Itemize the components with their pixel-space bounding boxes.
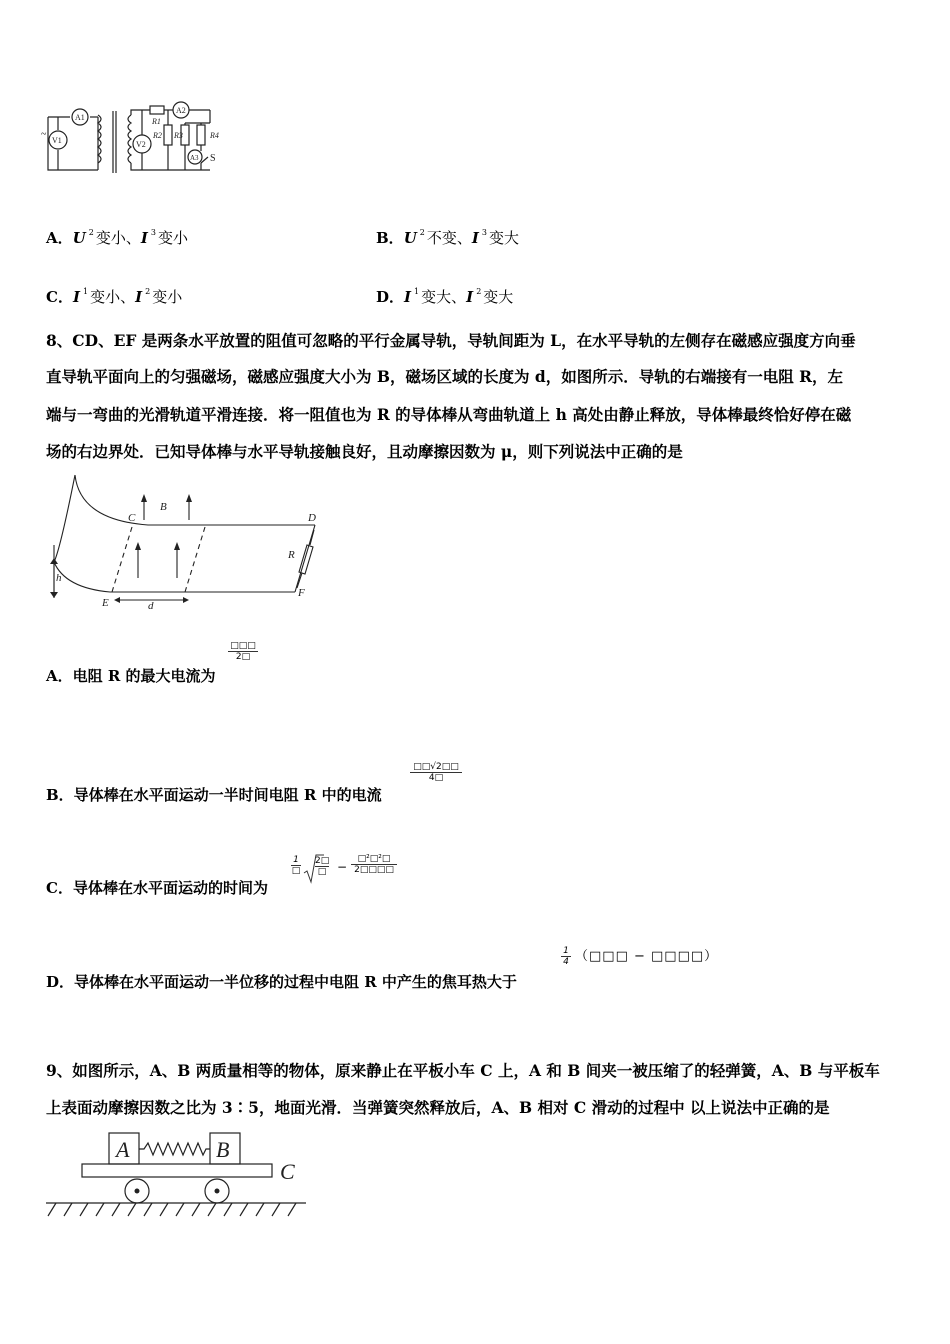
- rail-magnetic-field-figure: [40, 470, 330, 615]
- q7-option-a[interactable]: A．U $^2$ 变小、I $^3$ 变小: [46, 228, 188, 247]
- label-length-d: d: [148, 600, 154, 612]
- label-height-h: h: [56, 572, 62, 584]
- q9-text-line-1: 9、如图所示，A、B 两质量相等的物体，原来静止在平板小车 C 上，A 和 B 间夹一被压缩了的轻弹簧，A、B 与平板车: [46, 1061, 880, 1080]
- label-ac-source: ~: [41, 129, 47, 140]
- label-block-b: B: [216, 1137, 230, 1162]
- label-r1: R1: [152, 117, 161, 126]
- label-a2: A2: [176, 106, 186, 115]
- label-r2: R2: [153, 131, 162, 140]
- label-point-c: C: [128, 512, 136, 524]
- label-v1: V1: [52, 136, 62, 145]
- label-block-a: A: [116, 1137, 130, 1162]
- q8-option-a[interactable]: A．电阻 R 的最大电流为: [46, 667, 216, 685]
- label-resistor-r: R: [288, 549, 295, 561]
- q7-option-d[interactable]: D．I $^1$ 变大、I $^2$ 变大: [376, 287, 514, 306]
- q8-option-b-formula: □□√2□□ 4□: [410, 762, 462, 783]
- label-point-d: D: [308, 512, 316, 524]
- label-a3: A3: [190, 154, 199, 162]
- label-point-f: F: [298, 587, 305, 599]
- q8-text-line-2: 直导轨平面向上的匀强磁场，磁感应强度大小为 B，磁场区域的长度为 d，如图所示．导轨的右端接有一电阻 R，左: [46, 367, 844, 386]
- q8-option-d-formula: 1 4 （□□□ − □□□□）: [561, 946, 721, 976]
- q8-option-c-formula: 1 □ 2□ □ − □²□²□ 2□□□□: [291, 853, 401, 893]
- label-cart-c: C: [280, 1159, 295, 1184]
- cart-spring-figure: [44, 1124, 309, 1224]
- q7-option-c[interactable]: C．I $^1$ 变小、I $^2$ 变小: [46, 287, 183, 306]
- q8-option-b[interactable]: B．导体棒在水平面运动一半时间电阻 R 中的电流: [46, 786, 382, 804]
- q8-option-c[interactable]: C．导体棒在水平面运动的时间为: [46, 879, 268, 897]
- transformer-circuit-figure: [40, 95, 240, 180]
- label-field-b: B: [160, 501, 167, 513]
- q8-option-a-formula: □□□ 2□: [228, 641, 258, 662]
- q9-text-line-2: 上表面动摩擦因数之比为 3∶5，地面光滑．当弹簧突然释放后，A、B 相对 C 滑动的过程中 以上说法中正确的是: [46, 1098, 830, 1117]
- label-r4: R4: [210, 131, 219, 140]
- q8-text-line-1: 8、CD、EF 是两条水平放置的阻值可忽略的平行金属导轨，导轨间距为 L，在水平导轨的左侧存在磁感应强度方向垂: [46, 331, 856, 350]
- q8-text-line-4: 场的右边界处．已知导体棒与水平导轨接触良好，且动摩擦因数为 μ，则下列说法中正确的是: [46, 442, 683, 461]
- label-a1: A1: [75, 113, 85, 122]
- q8-text-line-3: 端与一弯曲的光滑轨道平滑连接．将一阻值也为 R 的导体棒从弯曲轨道上 h 高处由静止释放，导体棒最终恰好停在磁: [46, 405, 852, 424]
- label-point-e: E: [102, 597, 109, 609]
- q8-option-d[interactable]: D．导体棒在水平面运动一半位移的过程中电阻 R 中产生的焦耳热大于: [46, 973, 517, 991]
- label-switch-s: S: [210, 153, 216, 164]
- label-v2: V2: [136, 140, 146, 149]
- label-r3: R3: [174, 131, 183, 140]
- q7-option-b[interactable]: B．U $^2$ 不变、I $^3$ 变大: [376, 228, 520, 247]
